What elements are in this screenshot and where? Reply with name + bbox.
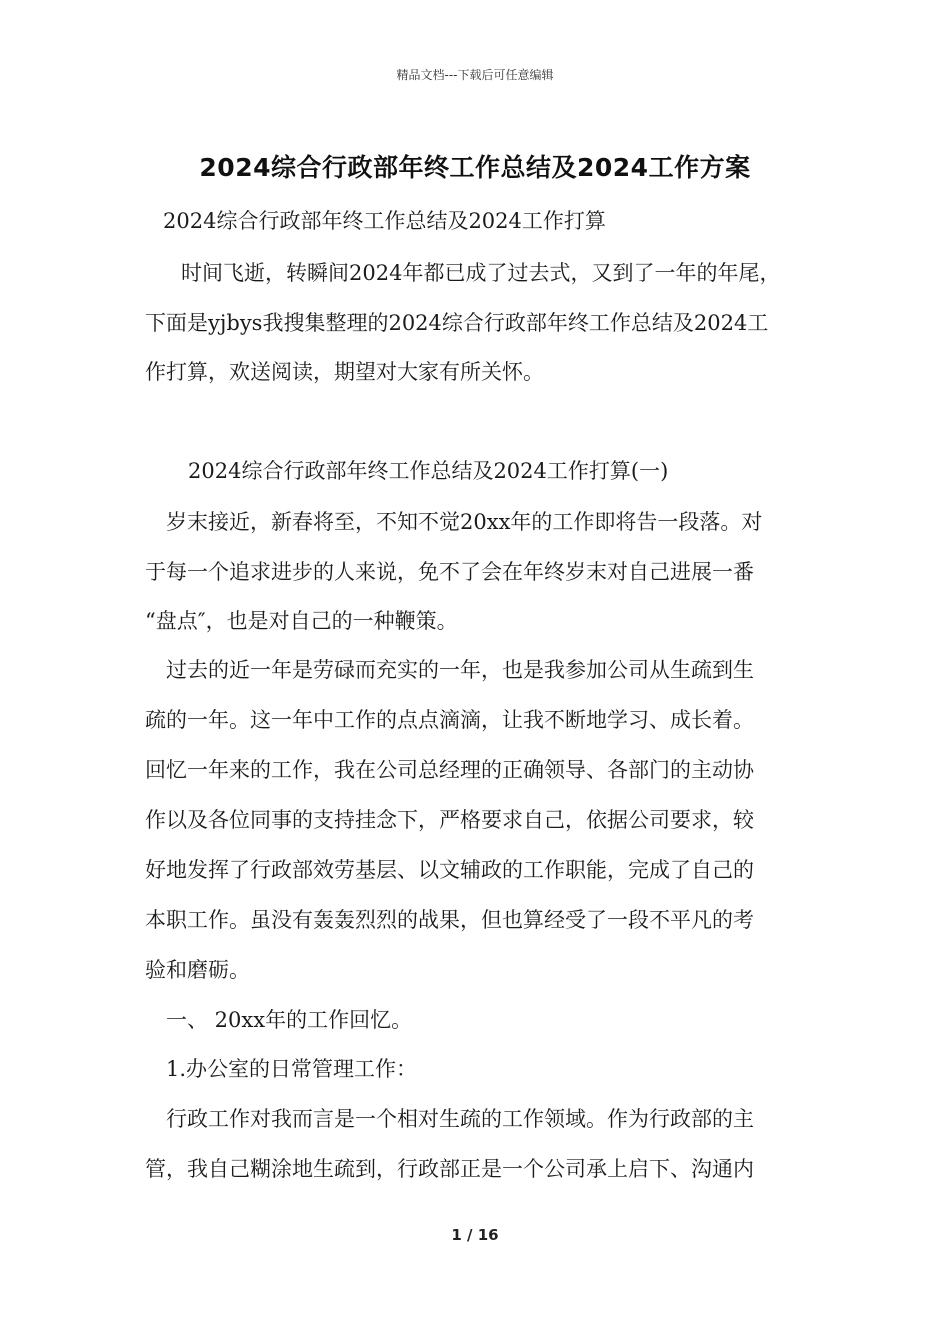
- section-heading: 1.办公室的日常管理工作：: [166, 1057, 418, 1081]
- paragraph-line: 好地发挥了行政部效劳基层、以文辅政的工作职能，完成了自己的: [145, 858, 754, 882]
- paragraph-line: 回忆一年来的工作，我在公司总经理的正确领导、各部门的主动协: [145, 758, 754, 782]
- section-heading: 2024综合行政部年终工作总结及2024工作打算(一): [188, 459, 669, 483]
- paragraph-line: 过去的近一年是劳碌而充实的一年，也是我参加公司从生疏到生: [166, 658, 754, 682]
- section-heading: 一、 20xx年的工作回忆。: [166, 1008, 413, 1032]
- paragraph-line: 下面是yjbys我搜集整理的2024综合行政部年终工作总结及2024工: [145, 311, 769, 335]
- paragraph-line: 行政工作对我而言是一个相对生疏的工作领域。作为行政部的主: [166, 1107, 754, 1131]
- paragraph-line: 管，我自己糊涂地生疏到，行政部正是一个公司承上启下、沟通内: [145, 1157, 754, 1181]
- paragraph-line: 作打算，欢送阅读，期望对大家有所关怀。: [145, 360, 544, 384]
- paragraph-line: 疏的一年。这一年中工作的点点滴滴，让我不断地学习、成长着。: [145, 708, 754, 732]
- document-title: 2024综合行政部年终工作总结及2024工作方案: [199, 153, 751, 182]
- paragraph-line: 验和磨砺。: [145, 958, 250, 982]
- paragraph-line: 作以及各位同事的支持挂念下，严格要求自己，依据公司要求，较: [145, 808, 754, 832]
- page-number: 1 / 16: [451, 1226, 499, 1244]
- paragraph-line: 时间飞逝，转瞬间2024年都已成了过去式，又到了一年的年尾，: [181, 261, 781, 285]
- paragraph-line: 于每一个追求进步的人来说，免不了会在年终岁末对自己进展一番: [145, 560, 754, 584]
- paragraph-line: 本职工作。虽没有轰轰烈烈的战果，但也算经受了一段不平凡的考: [145, 908, 754, 932]
- paragraph-line: “盘点″，也是对自己的一种鞭策。: [145, 609, 458, 633]
- subtitle-line: 2024综合行政部年终工作总结及2024工作打算: [163, 209, 606, 233]
- paragraph-line: 岁末接近，新春将至，不知不觉20xx年的工作即将告一段落。对: [166, 510, 763, 534]
- page-header: 精品文档---下载后可任意编辑: [396, 68, 554, 82]
